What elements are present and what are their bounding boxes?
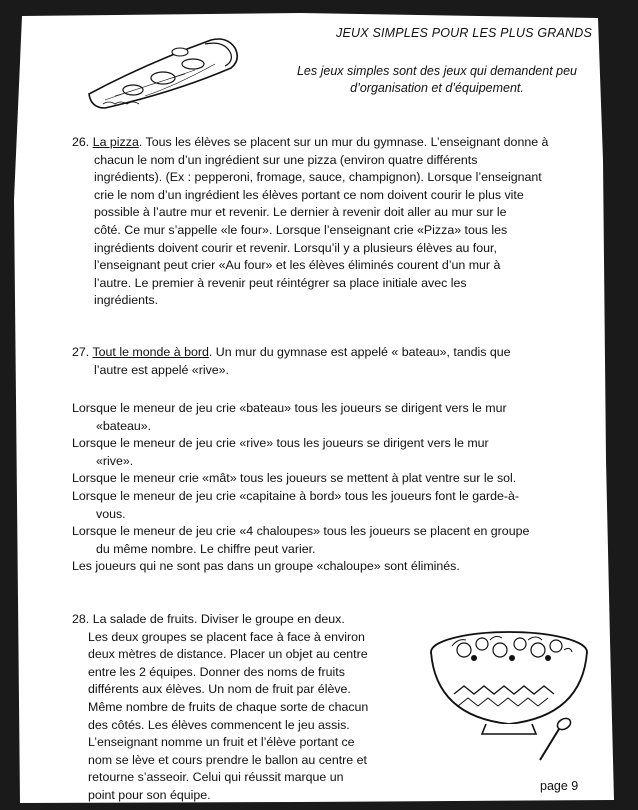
rule-item: Lorsque le meneur de jeu crie «rive» tous les joueurs se dirigent vers le mur «rive». [72,436,489,468]
section-27 [72,344,600,379]
section-28-line: point pour son équipe. [88,787,211,802]
section-28-line: L’enseignant nomme un fruit et l’élève portant ce [88,735,355,750]
section-28-intro: La salade de fruits. Diviser le groupe en deux. [92,612,345,626]
section-28 [72,611,412,805]
section-26-body [72,152,600,310]
section-28-line: différents aux élèves. Un nom de fruit par élève. [88,682,351,697]
section-26-line: ingrédients. [94,293,159,308]
rule-item: Lorsque le meneur de jeu crie «4 chaloupes» tous les joueurs se placent en groupe du même nombre. Le chiffre peut varier. [72,524,530,556]
section-27-rules [72,400,600,576]
section-26-line: possible à l’autre mur et revenir. Le dernier à revenir doit aller au mur sur le [94,205,507,220]
rule-item: Lorsque le meneur de jeu crie «capitaine à bord» tous les joueurs font le garde-à- vous. [72,488,520,521]
section-26-line: l’autre. Le premier à revenir peut réintégrer sa place initiale avec les [94,275,467,290]
section-27-first-line [72,344,600,362]
header-title: JEUX SIMPLES POUR LES PLUS GRANDS [336,26,592,40]
section-26-number: 26. [72,135,90,149]
section-28-body [72,629,412,805]
document-page [22,14,612,800]
section-28-line: des côtés. Les élèves commencent le jeu assis. [88,717,350,732]
section-26-line: chacun le nom d’un ingrédient sur une pizza (environ quatre différents [94,152,478,167]
header-subtitle-line-2: d’organisation et d’équipement. [350,81,524,95]
section-26-line: côté. Ce mur s’appelle «le four». Lorsque l’enseignant crie «Pizza» tous les [94,222,508,237]
rule-item: Lorsque le meneur de jeu crie «bateau» tous les joueurs se dirigent vers le mur «bateau». [72,401,507,433]
section-28-line: entre les 2 équipes. Donner des noms de fruits [88,664,345,679]
section-26-line: l’enseignant peut crier «Au four» et les élèves éliminés courent d’un mur à [94,258,501,273]
section-28-line: retourne s’asseoir. Celui qui réussit marque un [88,770,344,785]
section-26-title: La pizza [92,135,139,149]
section-26-line: crie le nom d’un ingrédient les élèves portant ce nom doivent courir le plus vite [94,187,524,202]
section-27-intro: . Un mur du gymnase est appelé « bateau», tandis que [208,345,511,359]
page-number: page 9 [540,779,579,793]
section-26 [72,134,600,310]
section-28-line: Les deux groupes se placent face à face à environ [88,629,365,644]
section-26-line: ingrédients). (Ex : pepperoni, fromage, sauce, champignon). Lorsque l’enseignant [94,170,542,185]
rule-item: Les joueurs qui ne sont pas dans un groupe «chaloupe» sont éliminés. [72,559,460,574]
section-27-second-line: l’autre est appelé «rive». [94,362,230,377]
section-28-first-line [72,611,412,629]
header-subtitle [272,63,602,97]
section-28-line: nom se lève et cours prendre le ballon au centre et [88,752,367,767]
header-subtitle-line-1: Les jeux simples sont des jeux qui demandent peu [296,64,578,78]
section-27-title: Tout le monde à bord [92,345,209,359]
section-26-first-line [72,134,600,152]
section-27-number: 27. [72,345,90,359]
rule-item: Lorsque le meneur crie «mât» tous les joueurs se mettent à plat ventre sur le sol. [72,471,517,486]
section-28-line: Même nombre de fruits de chaque sorte de chacun [88,699,369,714]
section-26-intro: . Tous les élèves se placent sur un mur du gymnase. L’enseignant donne à [138,135,549,149]
section-28-line: deux mètres de distance. Placer un objet au centre [88,647,368,662]
section-26-line: ingrédients doivent courir et revenir. Lorsqu’il y a plusieurs élèves au four, [94,240,497,255]
pizza-slice-icon [85,34,245,114]
salad-bowl-icon [424,620,594,770]
section-28-number: 28. [72,612,90,626]
